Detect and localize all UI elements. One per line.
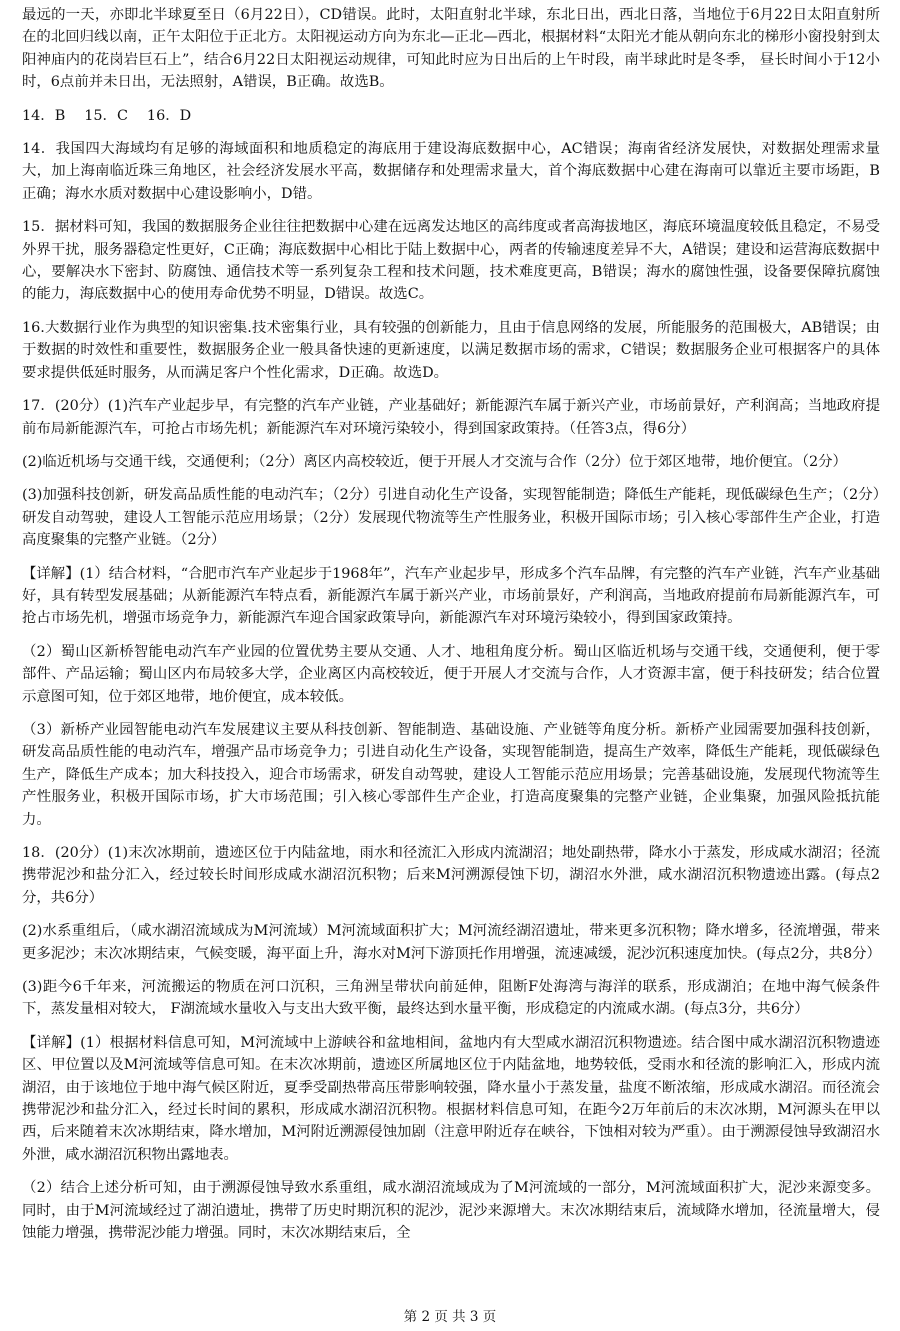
- answer-18-part-1: 18．(20分）(1)末次冰期前，遗迹区位于内陆盆地，雨水和径流汇入形成内流湖沼；地处副热带，降水小于蒸发，形成咸水湖沼；径流携带泥沙和盐分汇入，经过较长时间形成咸水湖沼沉积物；后来M河溯源侵蚀下切，湖沼水外泄，咸水湖沼沉积物遗迹出露。(每点2分，共6分）: [22, 845, 880, 906]
- answer-17-part-2: (2)临近机场与交通干线，交通便利；（2分）离区内高校较近，便于开展人才交流与合作（2分）位于郊区地带，地价便宜。（2分）: [22, 453, 847, 470]
- detail-17-part-1: 【详解】(1）结合材料，“合肥市汽车产业起步于1968年”，汽车产业起步早，形成多个汽车品牌，有完整的汽车产业链，汽车产业基础好，具有转型发展基础；从新能源汽车特点看，新能源汽车属于新兴产业，市场前景好，产利润高，当地政府提前布局新能源汽车，可抢占市场先机，增强市场竞争力，新能源汽车迎合国家政策导向，新能源汽车对环境污染较小，得到国家政策持。: [22, 565, 880, 627]
- detail-17-part-3: （3）新桥产业园智能电动汽车发展建议主要从科技创新、智能制造、基础设施、产业链等角度分析。新桥产业园需要加强科技创新，研发高品质性能的电动汽车，增强产品市场竞争力；引进自动化生产设备，实现智能制造，提高生产效率，降低生产能耗，现低碳绿色生产，降低生产成本；加大科技投入，迎合市场需求，研发自动驾驶，建设人工智能示范应用场景；完善基础设施，发展现代物流等生产性服务业，积极开国际市场，扩大市场范围；引入核心零部件生产企业，打造高度聚集的完整产业链，企业集聚，加强风险抵抗能力。: [22, 721, 880, 828]
- paragraph-16-explanation: 16.大数据行业作为典型的知识密集.技术密集行业，具有较强的创新能力，且由于信息网络的发展，所能服务的范围极大，AB错误；由于数据的时效性和重要性，数据服务企业一般具备快速的更新速度，以满足数据市场的需求，C错误；数据服务企业可根据客户的具体要求提供低延时服务，从而满足客户个性化需求，D正确。故选D。: [22, 319, 880, 381]
- page-footer: 第 2 页 共 3 页: [403, 1309, 497, 1325]
- answer-18-part-3: (3)距今6千年来，河流搬运的物质在河口沉积，三角洲呈带状向前延伸，阻断F处海湾与海洋的联系，形成湖泊；在地中海气候条件下，蒸发量相对较大， F湖流域水量收入与支出大致平衡，最终达到水量平衡，形成稳定的内流咸水湖。(每点3分，共6分）: [22, 979, 880, 1018]
- paragraph-13-explanation-tail: 最远的一天，亦即北半球夏至日（6月22日），CD错误。此时，太阳直射北半球，东北日出，西北日落，当地位于6月22日太阳直射所在的北回归线以南，正午太阳位于正北方。太阳视运动方向为东北—正北—西北，根据材料“太阳光才能从朝向东北的梯形小窗投射到太阳神庙内的花岗岩巨石上”，结合6月22日太阳视运动规律，可知此时应为日出后的上午时段，南半球此时是冬季， 昼长时间小于12小时，6点前并未日出，无法照射，A错误，B正确。故选B。: [22, 7, 880, 91]
- detail-18-part-1: 【详解】(1）根据材料信息可知，M河流域中上游峡谷和盆地相间，盆地内有大型咸水湖沼沉积物遗迹。结合图中咸水湖沼沉积物遗迹区、甲位置以及M河流域等信息可知。在末次冰期前，遗迹区所属地区位于内陆盆地，地势较低，受雨水和径流的影响汇入，形成内流湖沼，由于该地位于地中海气候区附近，夏季受副热带高压带影响较强，降水量小于蒸发量，盐度不断浓缩，形成咸水湖沼。而径流会携带泥沙和盐分汇入，经过长时间的累积，形成咸水湖沼沉积物。根据材料信息可知，在距今2万年前后的末次冰期，M河源头在甲以西，后来随着末次冰期结束，降水增加，M河附近溯源侵蚀加剧（注意甲附近存在峡谷，下蚀相对较为严重）。由于溯源侵蚀导致湖沼水外泄，咸水湖沼沉积物出露地表。: [22, 1034, 880, 1163]
- detail-18-part-2: （2）结合上述分析可知，由于溯源侵蚀导致水系重组，咸水湖沼流域成为了M河流域的一部分，M河流域面积扩大，泥沙来源变多。同时，由于M河流域经过了湖泊遗址，携带了历史时期沉积的泥沙，泥沙来源增大。末次冰期结束后，流域降水增加，径流量增大，侵蚀能力增强，携带泥沙能力增强。同时，末次冰期结束后，全: [22, 1180, 880, 1242]
- document-page: [22, 4, 880, 1256]
- paragraph-15-explanation: 15．据材料可知，我国的数据服务企业往往把数据中心建在远离发达地区的高纬度或者高海拔地区，海底环境温度较低且稳定，不易受外界干扰，服务器稳定性更好，C正确；海底数据中心相比于陆上数据中心，两者的传输速度差异不大，A错误；建设和运营海底数据中心，要解决水下密封、防腐蚀、通信技术等一系列复杂工程和技术问题，技术难度更高，B错误；海水的腐蚀性强，设备要保障抗腐蚀的能力，海底数据中心的使用寿命优势不明显，D错误。故选C。: [22, 219, 880, 303]
- answer-17-part-3: (3)加强科技创新，研发高品质性能的电动汽车；（2分）引进自动化生产设备，实现智能制造；降低生产能耗，现低碳绿色生产；（2分）研发自动驾驶，建设人工智能示范应用场景；（2分）发展现代物流等生产性服务业，积极开国际市场；引入核心零部件生产企业，打造高度聚集的完整产业链。（2分）: [22, 487, 880, 549]
- answers-14-16: 14．B 15．C 16．D: [22, 107, 192, 124]
- answer-17-part-1: 17．(20分）(1)汽车产业起步早，有完整的汽车产业链，产业基础好；新能源汽车属于新兴产业，市场前景好，产利润高；当地政府提前布局新能源汽车，可抢占市场先机；新能源汽车对环境污染较小，得到国家政策持。（任答3点，得6分）: [22, 398, 880, 437]
- paragraph-14-explanation: 14．我国四大海域均有足够的海域面积和地质稳定的海底用于建设海底数据中心，AC错误；海南省经济发展快，对数据处理需求量大，加上海南临近珠三角地区，社会经济发展水平高，数据储存和处理需求量大，首个海底数据中心建在海南可以靠近主要市场距，B正确；海水水质对数据中心建设影响小，D错。: [22, 141, 880, 202]
- answer-18-part-2: (2)水系重组后，（咸水湖沼流域成为M河流域）M河流域面积扩大；M河流经湖沼遗址，带来更多沉积物；降水增多，径流增强，带来更多泥沙；末次冰期结束，气候变暖，海平面上升，海水对M河下游顶托作用增强，流速减缓，泥沙沉积速度加快。(每点2分，共8分）: [22, 923, 881, 962]
- detail-17-part-2: （2）蜀山区新桥智能电动汽车产业园的位置优势主要从交通、人才、地租角度分析。蜀山区临近机场与交通干线，交通便利，便于零部件、产品运输；蜀山区内布局较多大学，企业离区内高校较近，便于开展人才交流与合作，人才资源丰富，便于科技研发；结合位置示意图可知，位于郊区地带，地价便宜，成本较低。: [22, 643, 880, 705]
